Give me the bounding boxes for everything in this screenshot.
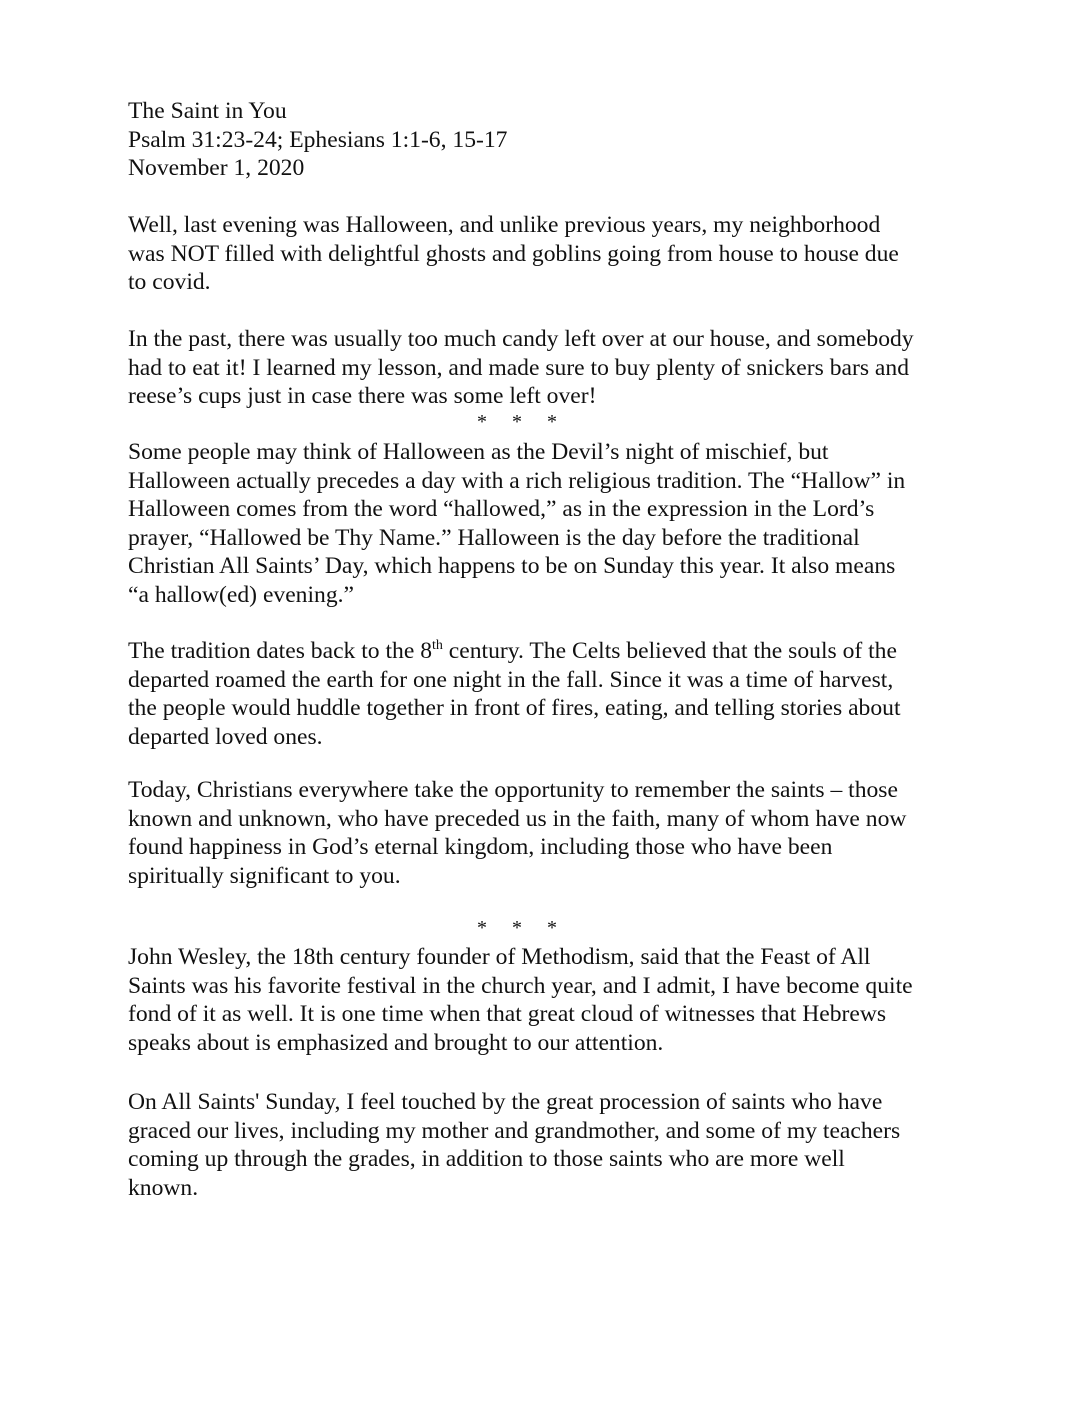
text-line: prayer, “Hallowed be Thy Name.” Halloween is the day before the traditional [128,524,860,551]
paragraph-6 [128,943,988,1057]
text-line: to covid. [128,269,211,296]
sermon-date: November 1, 2020 [128,155,305,182]
paragraph-3 [128,438,988,610]
section-separator: * * * [477,411,557,433]
text-run: century. The Celts believed that the souls of the [442,638,897,664]
text-line: spiritually significant to you. [128,862,401,889]
sermon-header [128,97,988,183]
text-line: speaks about is emphasized and brought to our attention. [128,1029,664,1056]
paragraph-7 [128,1088,988,1202]
text-run: The tradition dates back to the 8 [128,638,432,664]
text-line: Today, Christians everywhere take the opportunity to remember the saints – those [128,777,898,803]
text-line: departed roamed the earth for one night in the fall. Since it was a time of harvest, [128,666,894,693]
paragraph-2 [128,325,988,411]
text-line: found happiness in God’s eternal kingdom, including those who have been [128,834,833,861]
text-line: known. [128,1174,199,1201]
paragraph-4 [128,637,988,751]
text-line: Some people may think of Halloween as the Devil’s night of mischief, but [128,439,829,465]
text-line: Christian All Saints’ Day, which happens to be on Sunday this year. It also means [128,553,896,580]
text-line: graced our lives, including my mother and grandmother, and some of my teachers [128,1117,901,1144]
text-line: coming up through the grades, in addition to those saints who are more well [128,1146,845,1173]
text-line: the people would huddle together in front of fires, eating, and telling stories about [128,695,901,722]
text-line: Well, last evening was Halloween, and unlike previous years, my neighborhood [128,212,881,238]
ordinal-suffix: th [432,638,443,654]
scripture-reference: Psalm 31:23-24; Ephesians 1:1-6, 15-17 [128,126,508,153]
text-line: known and unknown, who have preceded us in the faith, many of whom have now [128,805,907,832]
text-line: “a hallow(ed) evening.” [128,581,354,608]
text-line: Saints was his favorite festival in the church year, and I admit, I have become quite [128,972,913,999]
text-line: had to eat it! I learned my lesson, and made sure to buy plenty of snickers bars and [128,354,909,381]
text-line: Halloween actually precedes a day with a rich religious tradition. The “Hallow” in [128,467,906,494]
section-separator: * * * [477,917,557,939]
text-line [128,637,988,666]
text-line: was NOT filled with delightful ghosts and goblins going from house to house due [128,240,899,267]
text-line: Halloween comes from the word “hallowed,” as in the expression in the Lord’s [128,496,875,523]
text-line: departed loved ones. [128,723,323,750]
text-line: reese’s cups just in case there was some left over! [128,383,597,410]
text-line: John Wesley, the 18th century founder of Methodism, said that the Feast of All [128,944,871,970]
text-line: fond of it as well. It is one time when that great cloud of witnesses that Hebrews [128,1001,887,1028]
paragraph-1 [128,211,988,297]
sermon-title: The Saint in You [128,98,287,124]
text-line: On All Saints' Sunday, I feel touched by the great procession of saints who have [128,1089,883,1115]
paragraph-5 [128,776,988,890]
text-line: In the past, there was usually too much candy left over at our house, and somebody [128,326,914,352]
